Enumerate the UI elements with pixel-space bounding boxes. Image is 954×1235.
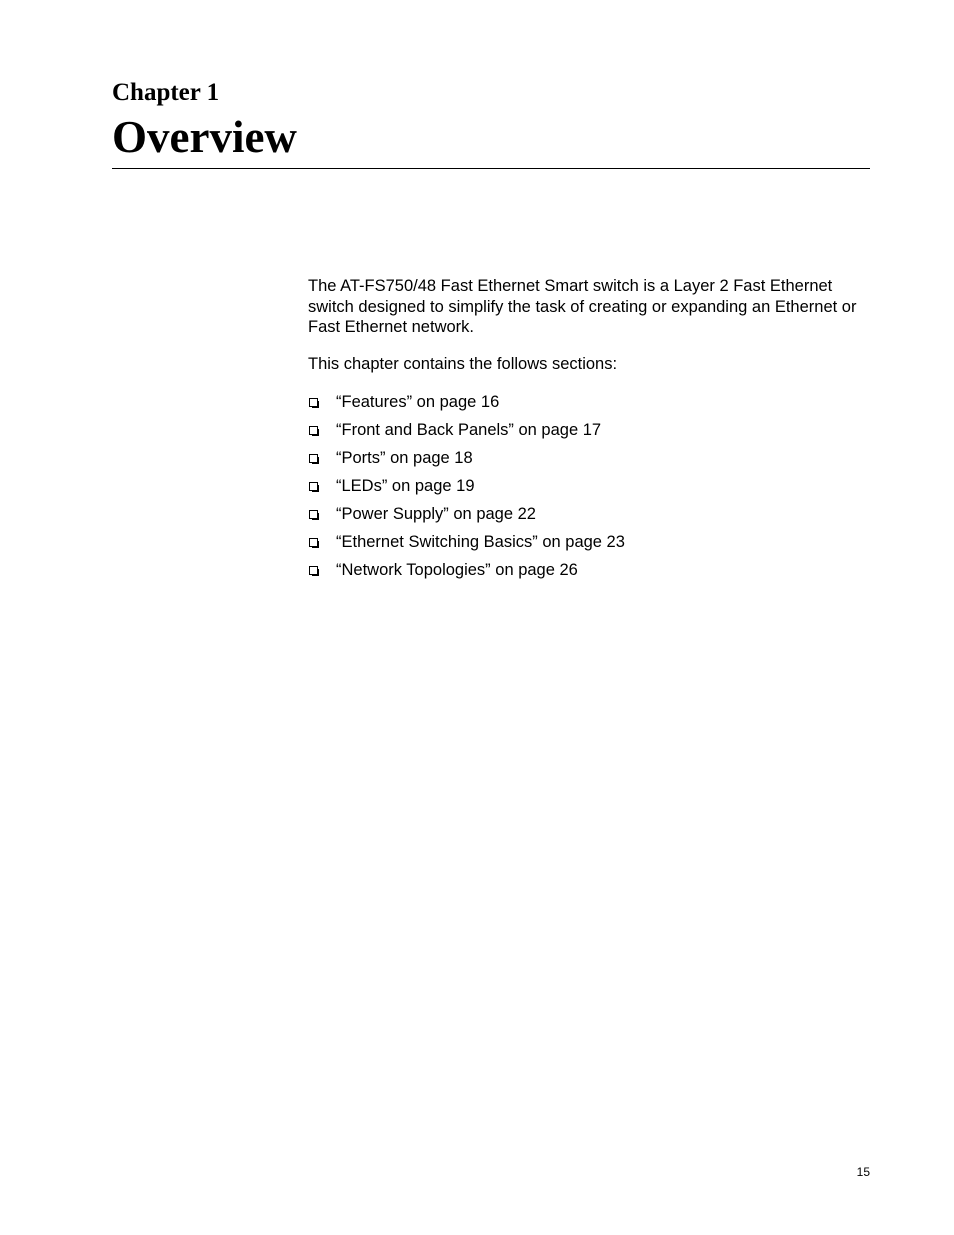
checkbox-square-icon xyxy=(309,510,318,519)
page-title: Overview xyxy=(112,112,297,162)
list-item xyxy=(308,420,625,448)
intro-paragraph: The AT-FS750/48 Fast Ethernet Smart switch is a Layer 2 Fast Ethernet switch designed to simplify the task of creating or expanding an Ethernet or Fast Ethernet network. xyxy=(308,277,857,336)
section-link-features[interactable]: “Features” on page 16 xyxy=(336,393,500,411)
section-list xyxy=(308,392,625,588)
checkbox-square-icon xyxy=(309,566,318,575)
checkbox-square-icon xyxy=(309,398,318,407)
checkbox-square-icon xyxy=(309,426,318,435)
list-item xyxy=(308,532,625,560)
title-divider xyxy=(112,168,870,169)
page-number: 15 xyxy=(856,1165,870,1179)
checkbox-square-icon xyxy=(309,538,318,547)
list-item xyxy=(308,504,625,532)
chapter-label: Chapter 1 xyxy=(112,79,220,106)
section-link-leds[interactable]: “LEDs” on page 19 xyxy=(336,477,475,495)
checkbox-square-icon xyxy=(309,454,318,463)
section-link-ethernet-switching-basics[interactable]: “Ethernet Switching Basics” on page 23 xyxy=(336,533,625,551)
list-item xyxy=(308,476,625,504)
section-link-network-topologies[interactable]: “Network Topologies” on page 26 xyxy=(336,561,578,579)
section-link-ports[interactable]: “Ports” on page 18 xyxy=(336,449,473,467)
checkbox-square-icon xyxy=(309,482,318,491)
section-link-front-back-panels[interactable]: “Front and Back Panels” on page 17 xyxy=(336,421,602,439)
section-link-power-supply[interactable]: “Power Supply” on page 22 xyxy=(336,505,536,523)
list-item xyxy=(308,560,625,588)
list-item xyxy=(308,448,625,476)
sections-lead-paragraph: This chapter contains the follows sections: xyxy=(308,355,618,373)
list-item xyxy=(308,392,625,420)
